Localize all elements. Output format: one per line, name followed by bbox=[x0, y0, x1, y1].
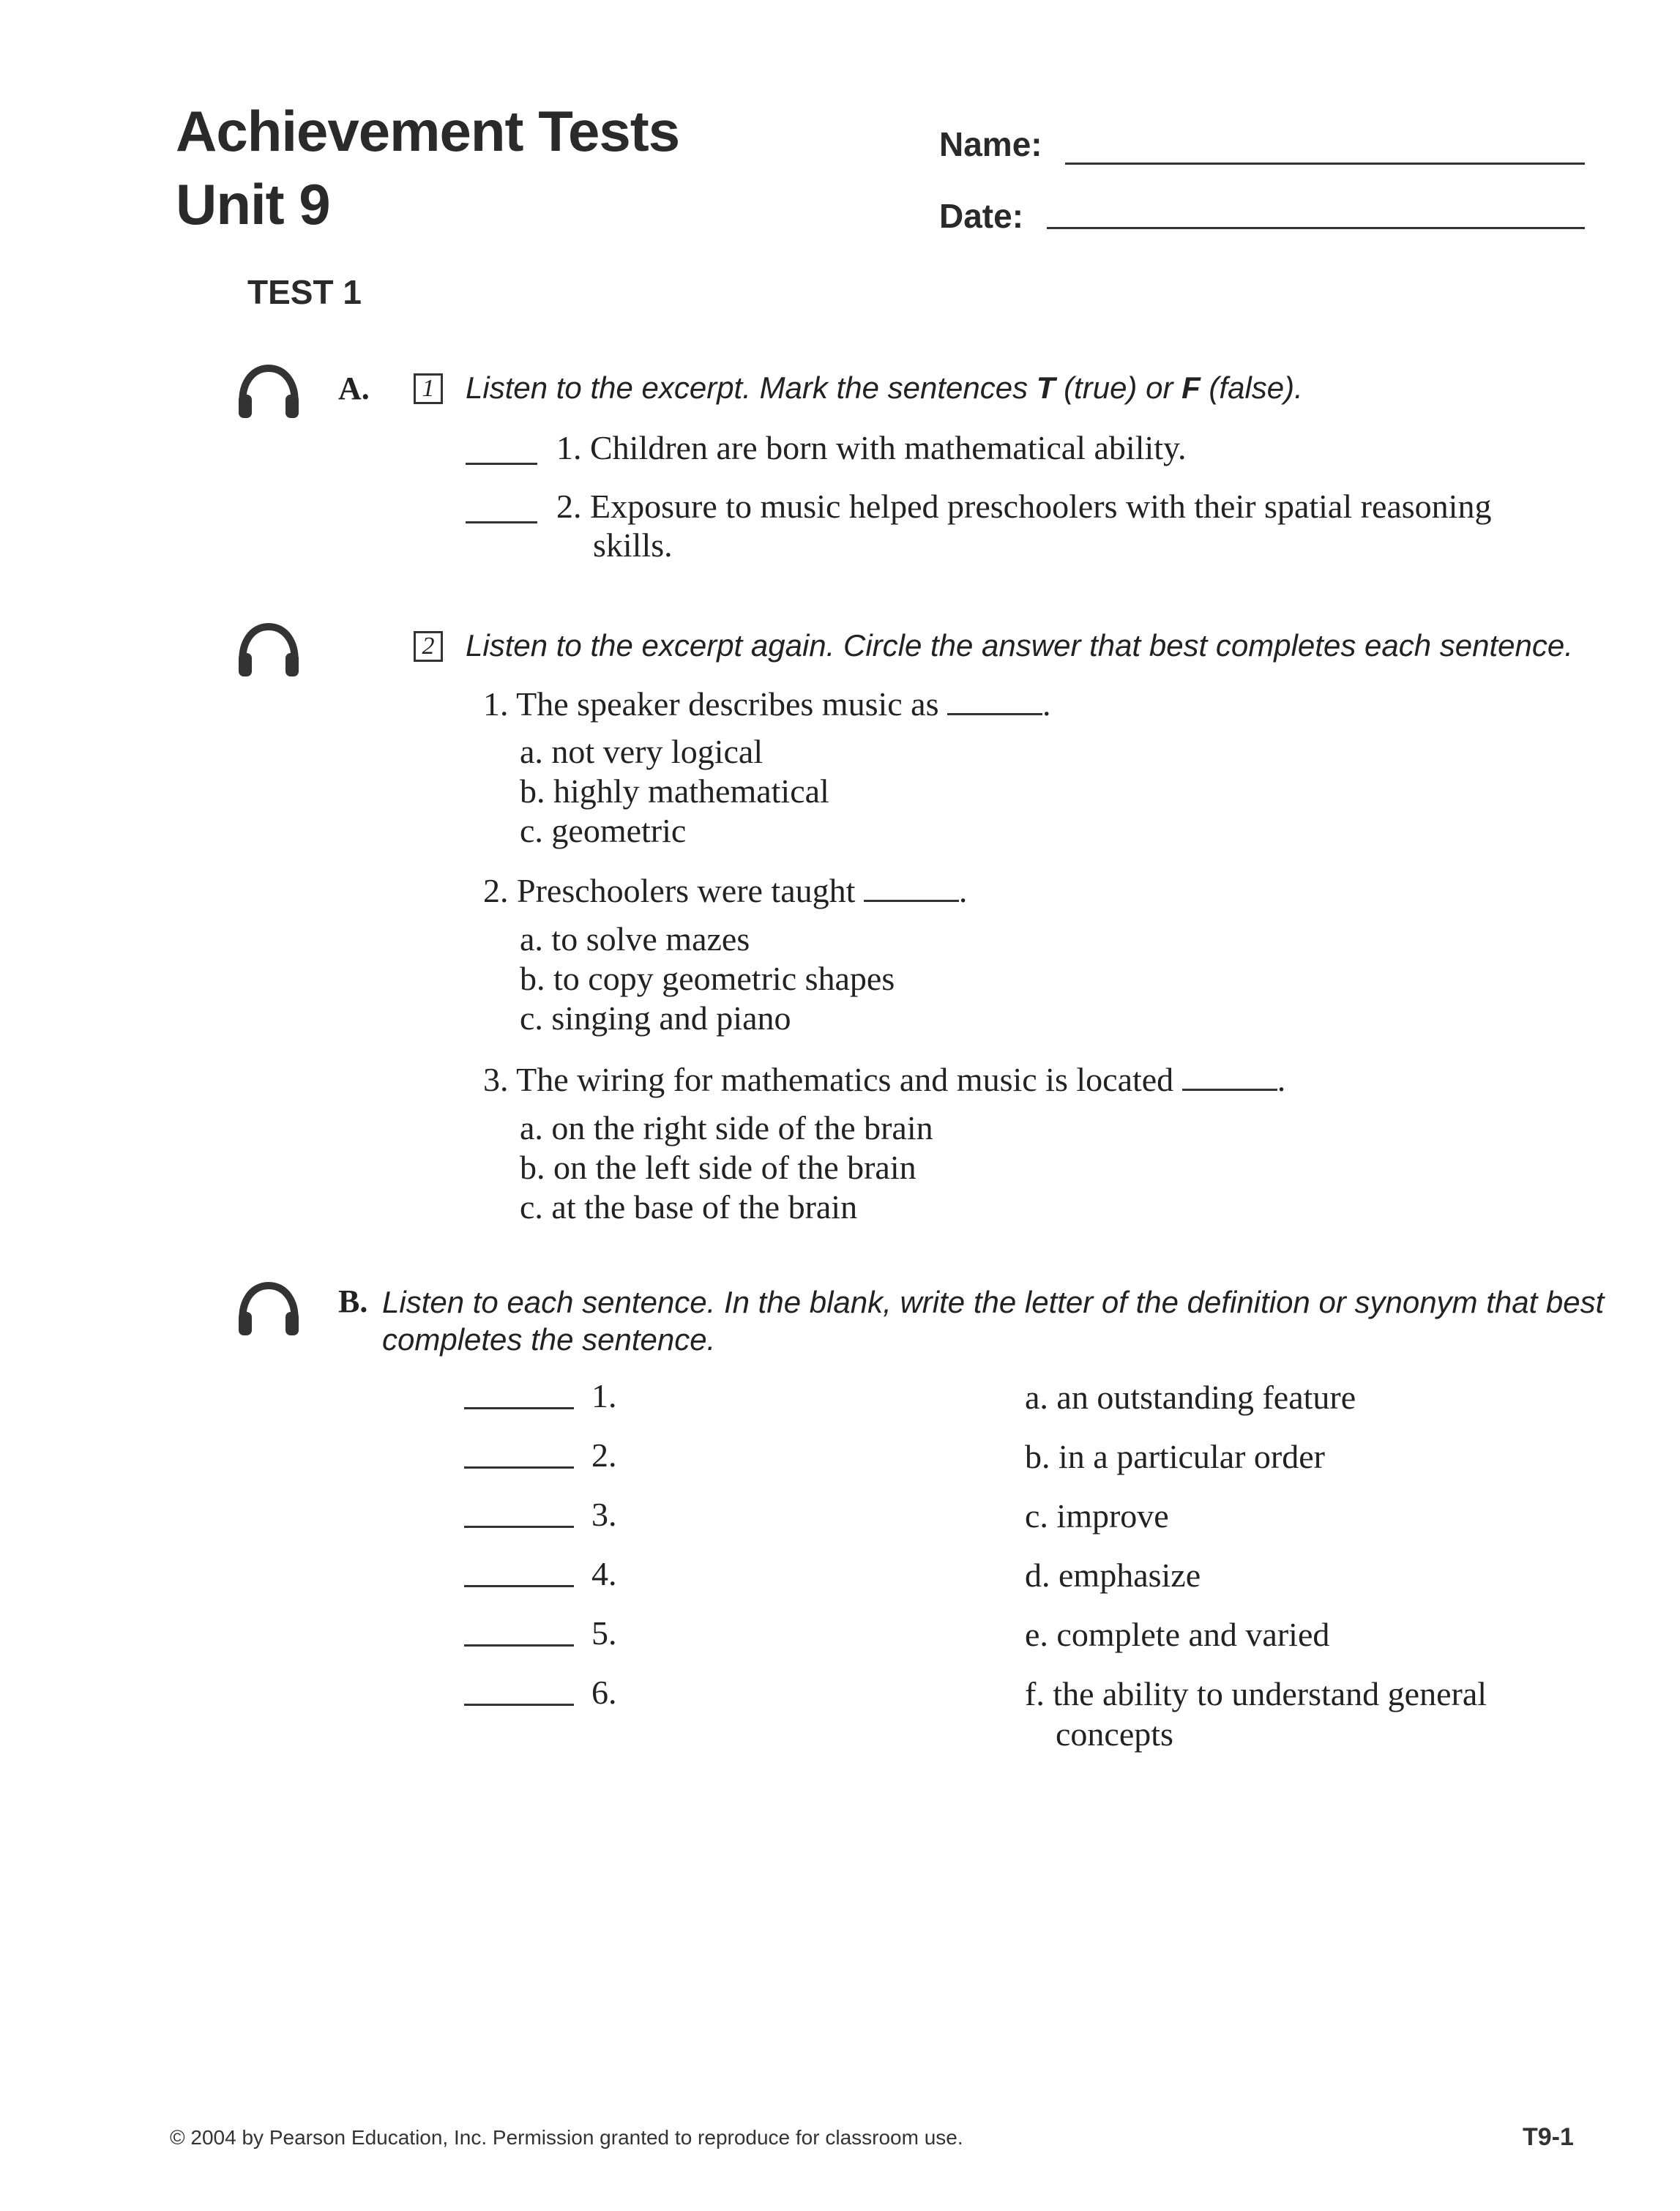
definition-continuation: concepts bbox=[1056, 1715, 1173, 1753]
part-1-instruction: Listen to the excerpt. Mark the sentences T (true) or F (false). bbox=[466, 370, 1303, 405]
question-stem: 2. Preschoolers were taught . bbox=[483, 872, 968, 909]
definition: c. improve bbox=[1025, 1497, 1169, 1535]
option[interactable]: b. to copy geometric shapes bbox=[520, 960, 895, 997]
copyright-notice: © 2004 by Pearson Education, Inc. Permission granted to reproduce for classroom use. bbox=[170, 2126, 963, 2149]
answer-blank[interactable] bbox=[947, 712, 1042, 715]
section-b-instruction-line2: completes the sentence. bbox=[382, 1322, 716, 1357]
part-2-number-box: 2 bbox=[414, 631, 443, 662]
page-title: Achievement Tests bbox=[176, 99, 680, 163]
option[interactable]: a. to solve mazes bbox=[520, 920, 750, 958]
option[interactable]: b. highly mathematical bbox=[520, 772, 829, 810]
test-label: TEST 1 bbox=[247, 273, 362, 311]
item-number: 4. bbox=[591, 1555, 617, 1592]
section-b-instruction-line1: Listen to each sentence. In the blank, write the letter of the definition or synonym that best bbox=[382, 1285, 1605, 1319]
list-item-continuation: skills. bbox=[593, 526, 673, 564]
question-stem: 1. The speaker describes music as . bbox=[483, 685, 1051, 723]
page-subtitle: Unit 9 bbox=[176, 172, 330, 236]
option[interactable]: a. not very logical bbox=[520, 733, 764, 770]
section-a-letter: A. bbox=[338, 370, 370, 406]
item-number: 1. bbox=[591, 1377, 617, 1414]
item-number: 5. bbox=[591, 1614, 617, 1652]
date-field[interactable] bbox=[1047, 227, 1585, 229]
option[interactable]: c. geometric bbox=[520, 812, 687, 849]
definition: e. complete and varied bbox=[1025, 1616, 1330, 1653]
option[interactable]: a. on the right side of the brain bbox=[520, 1109, 933, 1146]
section-b-letter: B. bbox=[338, 1283, 368, 1319]
name-field[interactable] bbox=[1065, 163, 1585, 165]
date-label: Date: bbox=[939, 197, 1024, 235]
answer-blank-b1[interactable] bbox=[464, 1407, 574, 1409]
page-number: T9-1 bbox=[1523, 2123, 1574, 2151]
definition: a. an outstanding feature bbox=[1025, 1379, 1356, 1416]
headphones-icon bbox=[236, 1280, 302, 1338]
answer-blank-b4[interactable] bbox=[464, 1585, 574, 1587]
answer-blank-b6[interactable] bbox=[464, 1704, 574, 1706]
item-number: 6. bbox=[591, 1674, 617, 1711]
answer-blank-a1[interactable] bbox=[466, 463, 537, 465]
name-label: Name: bbox=[939, 125, 1042, 163]
answer-blank-b3[interactable] bbox=[464, 1526, 574, 1528]
list-item: 2. Exposure to music helped preschoolers with their spatial reasoning bbox=[556, 488, 1492, 525]
answer-blank-b5[interactable] bbox=[464, 1644, 574, 1647]
part-2-instruction: Listen to the excerpt again. Circle the answer that best completes each sentence. bbox=[466, 628, 1573, 663]
option[interactable]: c. singing and piano bbox=[520, 999, 791, 1037]
definition: d. emphasize bbox=[1025, 1556, 1201, 1594]
definition: f. the ability to understand general bbox=[1025, 1675, 1487, 1712]
item-number: 2. bbox=[591, 1436, 617, 1474]
headphones-icon bbox=[236, 362, 302, 421]
answer-blank[interactable] bbox=[864, 899, 959, 902]
question-stem: 3. The wiring for mathematics and music is located . bbox=[483, 1061, 1286, 1098]
answer-blank[interactable] bbox=[1182, 1088, 1277, 1091]
part-1-number-box: 1 bbox=[414, 373, 443, 404]
option[interactable]: c. at the base of the brain bbox=[520, 1188, 858, 1226]
headphones-icon bbox=[236, 621, 302, 679]
answer-blank-b2[interactable] bbox=[464, 1466, 574, 1469]
definition: b. in a particular order bbox=[1025, 1438, 1325, 1475]
item-number: 3. bbox=[591, 1496, 617, 1533]
list-item: 1. Children are born with mathematical ability. bbox=[556, 429, 1187, 466]
option[interactable]: b. on the left side of the brain bbox=[520, 1149, 916, 1186]
answer-blank-a2[interactable] bbox=[466, 521, 537, 523]
